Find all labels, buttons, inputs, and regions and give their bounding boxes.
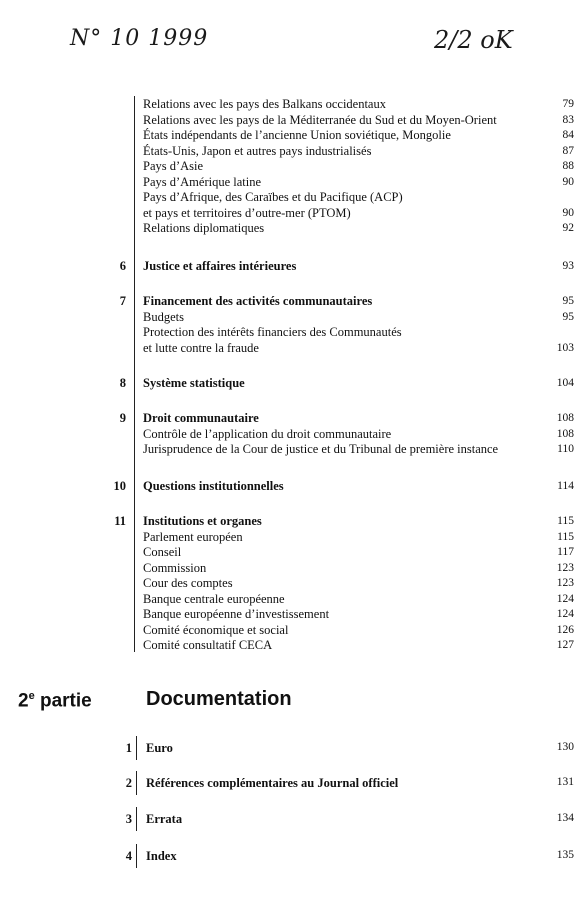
toc-entry-title: États indépendants de l’ancienne Union soviétique, Mongolie — [143, 128, 451, 142]
part-title: Documentation — [146, 688, 292, 710]
toc-page-number: 95 — [562, 295, 574, 307]
documentation-item — [0, 734, 586, 762]
item-divider — [136, 807, 137, 831]
toc-section-8 — [0, 376, 586, 392]
toc-entry-title: États-Unis, Japon et autres pays industrialisés — [143, 143, 372, 158]
toc-page-number: 90 — [562, 206, 574, 219]
toc-entry-title: Budgets — [143, 309, 184, 324]
toc-entry-title: Banque européenne d’investissement — [143, 607, 330, 621]
toc-entry — [0, 144, 586, 160]
toc-page-number: 124 — [556, 592, 574, 605]
toc-page-number: 108 — [556, 412, 574, 424]
toc-entry-title: Droit communautaire — [143, 411, 259, 425]
toc-entry-title: Banque centrale européenne — [143, 591, 285, 606]
item-divider — [136, 736, 137, 760]
documentation-item-title: Euro — [146, 741, 173, 755]
toc-entry-title: Système statistique — [143, 376, 245, 390]
toc-entry-title: Pays d’Amérique latine — [143, 174, 262, 189]
toc-entry-title: Comité économique et social — [143, 622, 289, 637]
documentation-item-title: Références complémentaires au Journal officiel — [146, 776, 399, 790]
toc-section-number: 6 — [119, 259, 126, 273]
documentation-item-title: Errata — [146, 812, 183, 826]
toc-heading — [0, 479, 586, 495]
toc-page-number: 124 — [556, 608, 574, 620]
toc-entry-title: Pays d’Asie — [143, 159, 204, 173]
toc-page-number: 126 — [556, 623, 574, 636]
toc-entry-title: Justice et affaires intérieures — [143, 259, 297, 273]
toc-entry — [0, 576, 586, 592]
toc-heading — [0, 259, 586, 275]
handwritten-note-right: 2/2 oK — [434, 26, 513, 54]
toc-entry — [0, 221, 586, 237]
documentation-item — [0, 769, 586, 797]
toc-section-6 — [0, 259, 586, 275]
toc-entry-title: Relations diplomatiques — [143, 221, 265, 235]
toc-entry — [0, 175, 586, 191]
toc-entry-title: Comité consultatif CECA — [143, 638, 273, 652]
documentation-item-page: 134 — [556, 812, 574, 824]
toc-entry — [0, 561, 586, 577]
toc-page-number: 104 — [556, 377, 574, 389]
toc-entry-title: Conseil — [143, 545, 182, 559]
documentation-item — [0, 805, 586, 833]
toc-page-number: 79 — [562, 98, 574, 110]
documentation-item-number: 2 — [125, 776, 132, 790]
toc-entry-title: Cour des comptes — [143, 576, 233, 590]
documentation-item-number: 3 — [125, 812, 132, 826]
documentation-item-title: Index — [146, 849, 177, 863]
toc-page-number: 92 — [562, 222, 574, 234]
documentation-item — [0, 842, 586, 870]
toc-page-number: 108 — [556, 427, 574, 440]
toc-page-number: 95 — [562, 310, 574, 323]
toc-section-10 — [0, 479, 586, 495]
documentation-item-page: 130 — [556, 741, 574, 753]
toc-page-number: 123 — [556, 561, 574, 574]
toc-entry — [0, 530, 586, 546]
toc-entry — [0, 206, 586, 222]
toc-entry-title: Institutions et organes — [143, 514, 262, 528]
toc-entry — [0, 325, 586, 341]
toc-entry — [0, 341, 586, 357]
toc-entry-title: Relations avec les pays de la Méditerranée du Sud et du Moyen-Orient — [143, 112, 497, 127]
documentation-item-number: 4 — [125, 849, 132, 863]
toc-heading — [0, 376, 586, 392]
part-label-suffix: e — [28, 690, 35, 702]
toc-entry — [0, 623, 586, 639]
toc-entry-title: Protection des intérêts financiers des Communautés — [143, 325, 402, 339]
toc-entry-title: Pays d’Afrique, des Caraïbes et du Pacifique (ACP) — [143, 190, 403, 204]
toc-page-number: 103 — [556, 341, 574, 354]
toc-section-number: 7 — [119, 294, 126, 308]
toc-section-number: 11 — [114, 514, 126, 528]
toc-entry-title: et lutte contre la fraude — [143, 340, 259, 355]
toc-entry-title: Contrôle de l’application du droit communautaire — [143, 426, 392, 441]
toc-heading — [0, 514, 586, 530]
toc-page-number: 110 — [557, 443, 574, 455]
documentation-item-number: 1 — [125, 741, 132, 755]
toc-page-number: 115 — [557, 515, 574, 527]
toc-section-9 — [0, 411, 586, 458]
toc-entry-title: Jurisprudence de la Cour de justice et du Tribunal de première instance — [143, 442, 499, 456]
documentation-item-page: 135 — [556, 849, 574, 861]
part-label — [18, 690, 92, 712]
toc-entry-title: Financement des activités communautaires — [143, 294, 373, 308]
item-divider — [136, 844, 137, 868]
handwritten-note-left: N° 10 1999 — [70, 26, 209, 51]
toc-entry — [0, 427, 586, 443]
toc-section-number: 8 — [119, 376, 126, 390]
toc-section-number: 9 — [119, 411, 126, 425]
toc-page-number: 114 — [557, 480, 574, 492]
toc-entry-title: Commission — [143, 560, 207, 575]
toc-page-number: 115 — [557, 530, 574, 543]
toc-page-number: 83 — [562, 113, 574, 126]
toc-entry — [0, 128, 586, 144]
toc-entry-title: Relations avec les pays des Balkans occidentaux — [143, 97, 386, 111]
toc-page-number: 87 — [562, 144, 574, 157]
part-label-number: 2 — [18, 690, 29, 712]
toc-entry — [0, 442, 586, 458]
toc-entry-title: et pays et territoires d’outre-mer (PTOM) — [143, 205, 351, 220]
toc-entry — [0, 638, 586, 654]
toc-entry — [0, 592, 586, 608]
toc-page-number: 123 — [556, 577, 574, 589]
toc-heading — [0, 411, 586, 427]
toc-page-number: 127 — [556, 639, 574, 651]
toc-entry-title: Questions institutionnelles — [143, 479, 284, 493]
toc-page-number: 88 — [562, 160, 574, 172]
toc-entry — [0, 159, 586, 175]
toc-section-11 — [0, 514, 586, 654]
toc-entry — [0, 607, 586, 623]
toc-heading — [0, 294, 586, 310]
toc-entry — [0, 545, 586, 561]
toc-entry — [0, 310, 586, 326]
toc-section-number: 10 — [113, 479, 126, 493]
toc-entry — [0, 97, 586, 113]
item-divider — [136, 771, 137, 795]
part-label-word: partie — [34, 690, 92, 712]
toc-entry — [0, 113, 586, 129]
toc-page-number: 90 — [562, 175, 574, 188]
toc-page-number: 93 — [562, 260, 574, 272]
toc-section-7 — [0, 294, 586, 356]
toc-page-number: 117 — [557, 546, 574, 558]
documentation-item-page: 131 — [556, 776, 574, 788]
toc-entry — [0, 190, 586, 206]
toc-page-number: 84 — [562, 129, 574, 141]
toc-continued-lines — [0, 97, 586, 237]
toc-entry-title: Parlement européen — [143, 529, 243, 544]
